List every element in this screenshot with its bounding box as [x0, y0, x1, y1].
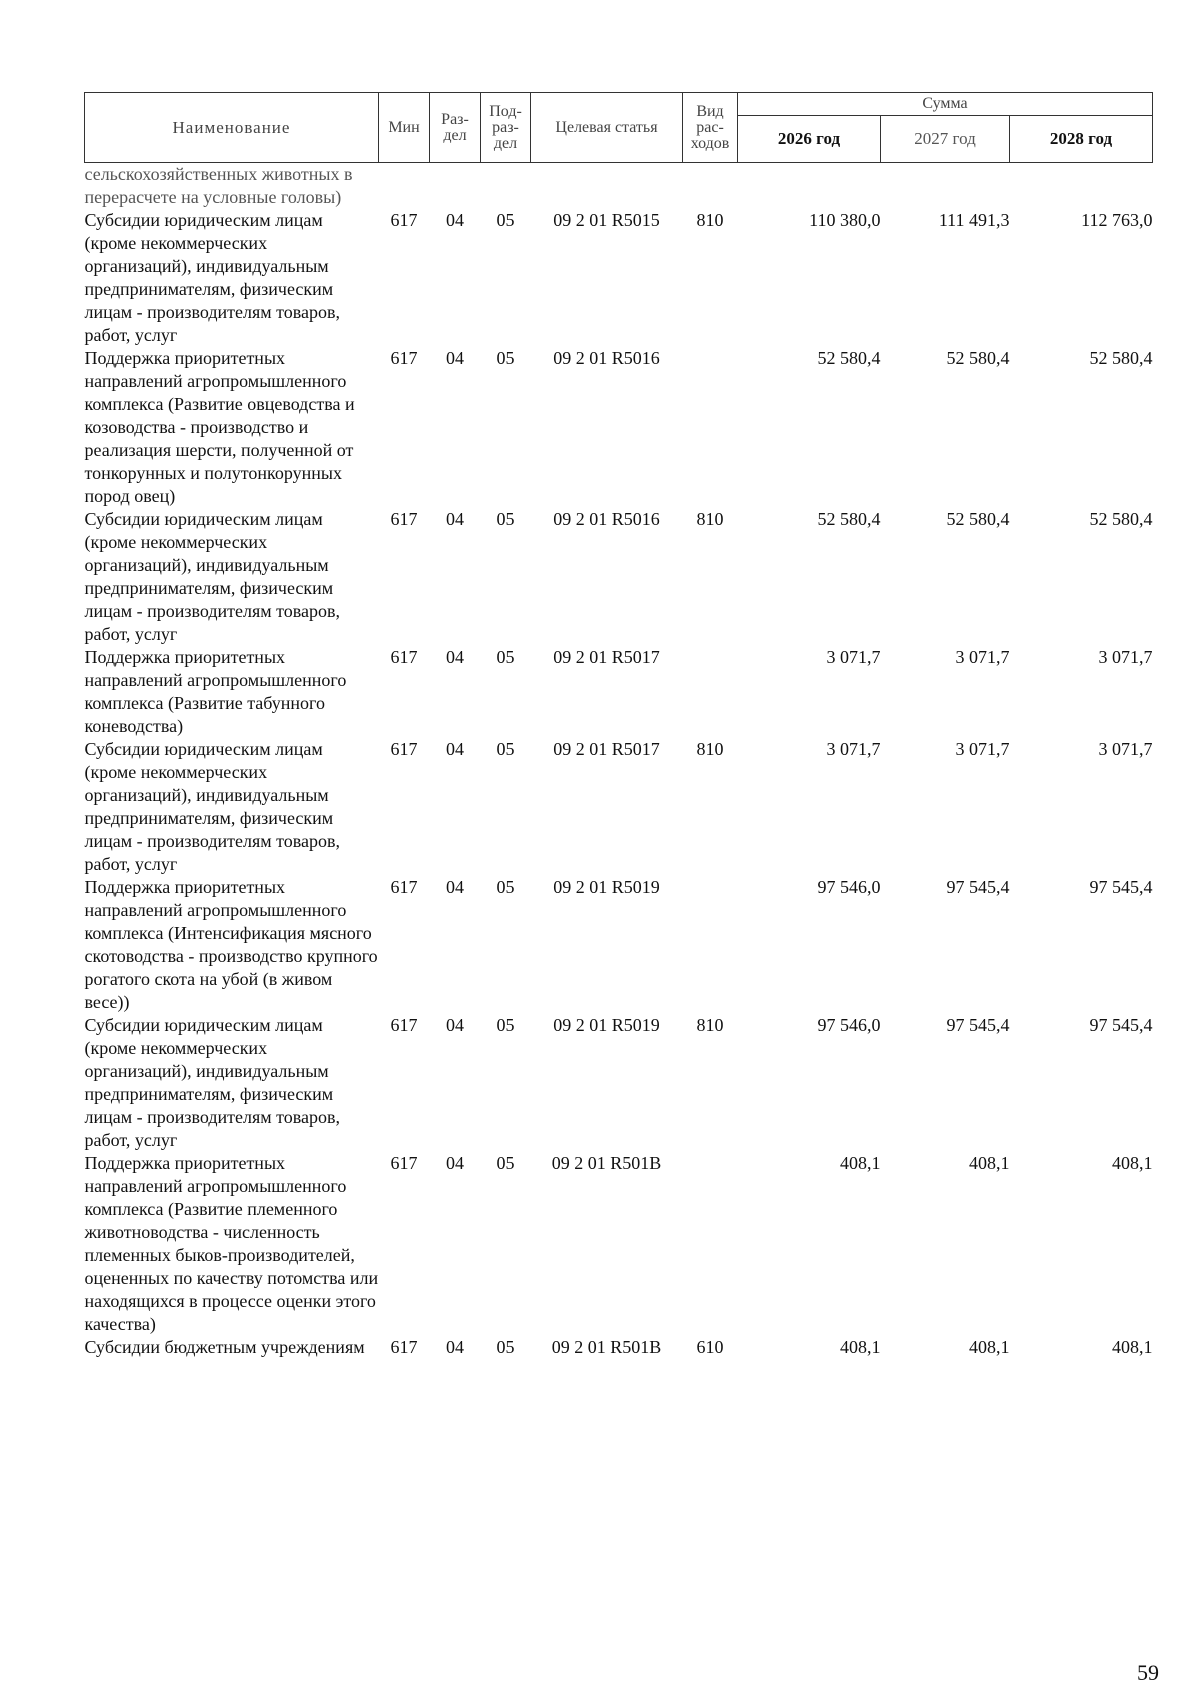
- cell-sum-2027: 97 545,4: [946, 877, 1010, 897]
- cell-razdel: 04: [446, 647, 464, 667]
- cell-razdel: 04: [446, 509, 464, 529]
- cell-sum-2027: 3 071,7: [955, 739, 1010, 759]
- cell-sum-2026: 3 071,7: [826, 739, 881, 759]
- cell-podrazdel: 05: [496, 348, 515, 368]
- table-row: [85, 1336, 1153, 1359]
- cell-name: Субсидии юридическим лицам (кроме некоммерческих организаций), индивидуальным предпринимателям, физическим лицам - производителям товаров, работ, услуг: [84, 509, 341, 644]
- cell-sum-2026: 408,1: [840, 1337, 881, 1357]
- page-number: 59: [1137, 1660, 1159, 1685]
- table-row: [85, 876, 1153, 1014]
- cell-name: Поддержка приоритетных направлений агропромышленного комплекса (Интенсификация мясного скотоводства - производство крупного рогатого скота на убой (в живом весе)): [84, 877, 378, 1012]
- cell-sum-2026: 52 580,4: [817, 509, 881, 529]
- cell-name: Поддержка приоритетных направлений агропромышленного комплекса (Развитие племенного животноводства - численность племенных быков-производителей, оцененных по качеству потомства или находящихся в процессе оценки этого качества): [84, 1153, 379, 1334]
- table-row: [85, 209, 1153, 347]
- cell-podrazdel: 05: [496, 1337, 515, 1357]
- table-row: [85, 1152, 1153, 1336]
- header-vid: Вид рас-ходов: [683, 93, 738, 163]
- cell-sum-2027: 52 580,4: [946, 509, 1010, 529]
- table-body: [85, 163, 1153, 1360]
- cell-vid: 810: [696, 739, 724, 759]
- header-year-2026: 2026 год: [738, 116, 881, 163]
- cell-razdel: [430, 163, 481, 210]
- cell-sum-2027: 408,1: [969, 1337, 1010, 1357]
- cell-sum-2028: 408,1: [1112, 1337, 1153, 1357]
- cell-sum-2027: 52 580,4: [946, 348, 1010, 368]
- cell-sum-2026: 110 380,0: [809, 210, 881, 230]
- cell-sum-2028: 408,1: [1112, 1153, 1153, 1173]
- cell-sum-2028: 52 580,4: [1089, 509, 1153, 529]
- cell-min: 617: [390, 877, 418, 897]
- cell-sum-2028: [1010, 163, 1153, 210]
- cell-sum-2028: 3 071,7: [1098, 647, 1153, 667]
- cell-vid: [683, 876, 738, 1014]
- cell-razdel: 04: [446, 1337, 464, 1357]
- cell-name: Субсидии юридическим лицам (кроме некоммерческих организаций), индивидуальным предпринимателям, физическим лицам - производителям товаров, работ, услуг: [84, 739, 341, 874]
- cell-sum-2026: 3 071,7: [826, 647, 881, 667]
- table-row: [85, 508, 1153, 646]
- cell-statya: 09 2 01 R5016: [553, 348, 660, 368]
- header-statya: Целевая статья: [531, 93, 683, 163]
- cell-statya: 09 2 01 R5017: [553, 647, 660, 667]
- cell-sum-2028: 3 071,7: [1098, 739, 1153, 759]
- cell-name: Поддержка приоритетных направлений агропромышленного комплекса (Развитие овцеводства и козоводства - производство и реализация шерсти, полученной от тонкорунных и полутонкорунных пород овец): [84, 348, 355, 506]
- cell-vid: [683, 1152, 738, 1336]
- cell-vid: 810: [696, 1015, 724, 1035]
- cell-sum-2027: 3 071,7: [955, 647, 1010, 667]
- cell-sum-2026: [738, 163, 881, 210]
- cell-min: 617: [390, 647, 418, 667]
- cell-statya: 09 2 01 R5019: [553, 1015, 660, 1035]
- cell-podrazdel: 05: [496, 210, 515, 230]
- cell-sum-2028: 97 545,4: [1089, 877, 1153, 897]
- cell-min: [379, 163, 430, 210]
- cell-sum-2026: 408,1: [840, 1153, 881, 1173]
- cell-sum-2028: 52 580,4: [1089, 348, 1153, 368]
- cell-sum-2027: 111 491,3: [938, 210, 1010, 230]
- cell-min: 617: [390, 739, 418, 759]
- cell-podrazdel: 05: [496, 877, 515, 897]
- table-row: [85, 347, 1153, 508]
- cell-podrazdel: 05: [496, 1153, 515, 1173]
- header-podrazdel: Под-раз-дел: [481, 93, 531, 163]
- cell-name: Поддержка приоритетных направлений агропромышленного комплекса (Развитие табунного коневодства): [84, 647, 347, 736]
- cell-name: сельскохозяйственных животных в перерасчете на условные головы): [84, 164, 353, 207]
- cell-podrazdel: 05: [496, 1015, 515, 1035]
- cell-statya: 09 2 01 R5015: [553, 210, 660, 230]
- cell-name: Субсидии бюджетным учреждениям: [84, 1337, 365, 1357]
- cell-vid: 810: [696, 509, 724, 529]
- cell-razdel: 04: [446, 210, 464, 230]
- cell-vid: [683, 347, 738, 508]
- cell-min: 617: [390, 1015, 418, 1035]
- cell-statya: 09 2 01 R5017: [553, 739, 660, 759]
- cell-name: Субсидии юридическим лицам (кроме некоммерческих организаций), индивидуальным предпринимателям, физическим лицам - производителям товаров, работ, услуг: [84, 1015, 341, 1150]
- cell-sum-2026: 52 580,4: [817, 348, 881, 368]
- cell-sum-2027: 97 545,4: [946, 1015, 1010, 1035]
- cell-min: 617: [390, 1153, 418, 1173]
- cell-min: 617: [390, 1337, 418, 1357]
- cell-sum-2026: 97 546,0: [817, 877, 881, 897]
- table-row: [85, 738, 1153, 876]
- cell-sum-2026: 97 546,0: [817, 1015, 881, 1035]
- header-year-2028: 2028 год: [1010, 116, 1153, 163]
- cell-min: 617: [390, 348, 418, 368]
- cell-name: Субсидии юридическим лицам (кроме некоммерческих организаций), индивидуальным предпринимателям, физическим лицам - производителям товаров, работ, услуг: [84, 210, 341, 345]
- cell-podrazdel: [481, 163, 531, 210]
- cell-vid: [683, 646, 738, 738]
- cell-vid: 610: [696, 1337, 724, 1357]
- cell-sum-2027: 408,1: [969, 1153, 1010, 1173]
- cell-podrazdel: 05: [496, 647, 515, 667]
- cell-sum-2027: [881, 163, 1010, 210]
- table-header: [85, 93, 1153, 163]
- header-year-2027: 2027 год: [881, 116, 1010, 163]
- cell-razdel: 04: [446, 348, 464, 368]
- cell-razdel: 04: [446, 1015, 464, 1035]
- cell-sum-2028: 112 763,0: [1081, 210, 1153, 230]
- cell-podrazdel: 05: [496, 739, 515, 759]
- header-name: Наименование: [85, 93, 379, 163]
- cell-razdel: 04: [446, 1153, 464, 1173]
- budget-table: [84, 92, 1153, 1359]
- cell-razdel: 04: [446, 877, 464, 897]
- cell-statya: 09 2 01 R501B: [551, 1337, 662, 1357]
- header-summa: Сумма: [738, 93, 1153, 116]
- cell-statya: 09 2 01 R5016: [553, 509, 660, 529]
- cell-razdel: 04: [446, 739, 464, 759]
- cell-min: 617: [390, 210, 418, 230]
- table-row: [85, 1014, 1153, 1152]
- table-row: [85, 163, 1153, 210]
- cell-vid: 810: [696, 210, 724, 230]
- cell-podrazdel: 05: [496, 509, 515, 529]
- cell-vid: [683, 163, 738, 210]
- cell-statya: [531, 163, 683, 210]
- cell-statya: 09 2 01 R5019: [553, 877, 660, 897]
- table-row: [85, 646, 1153, 738]
- cell-statya: 09 2 01 R501B: [551, 1153, 662, 1173]
- header-razdel: Раз-дел: [430, 93, 481, 163]
- cell-sum-2028: 97 545,4: [1089, 1015, 1153, 1035]
- header-min: Мин: [379, 93, 430, 163]
- cell-min: 617: [390, 509, 418, 529]
